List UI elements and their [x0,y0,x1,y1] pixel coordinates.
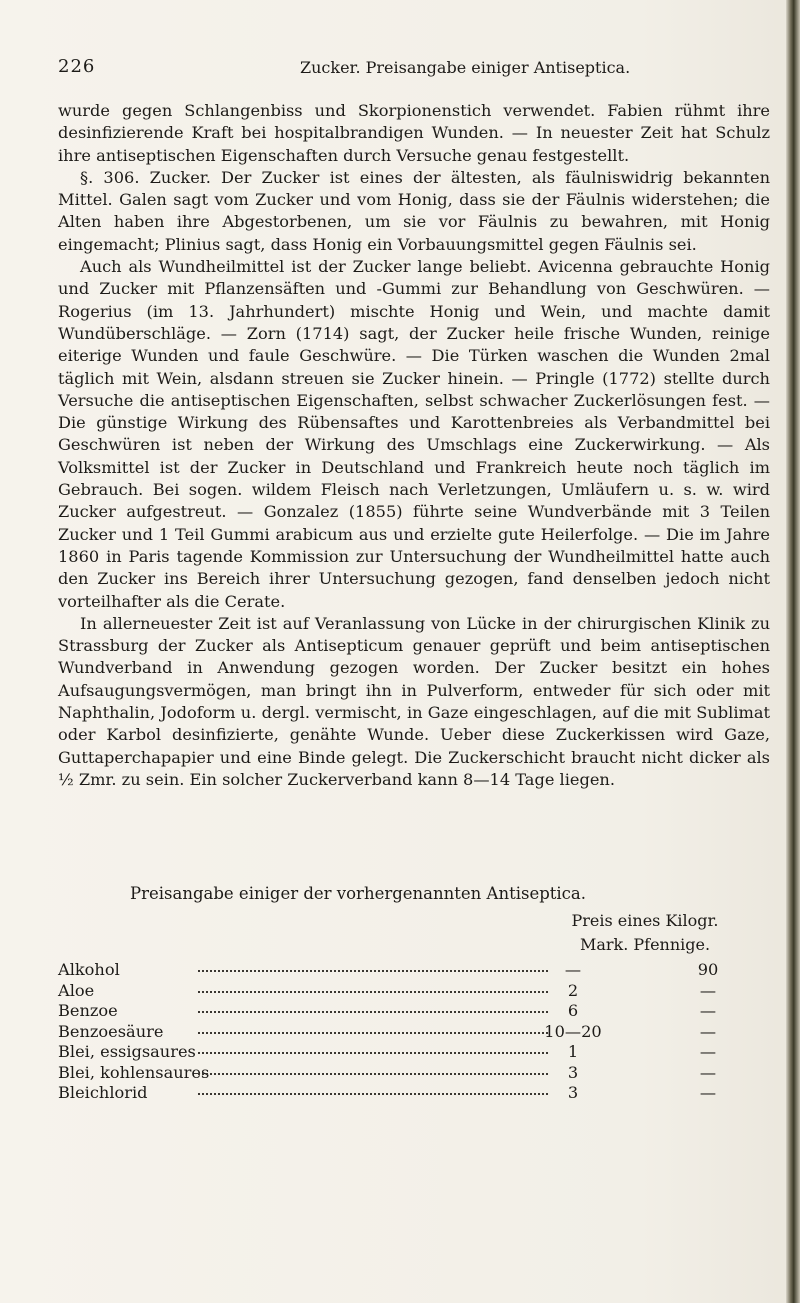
price-pfennige: — [699,980,717,1000]
price-mark: 3 [567,1083,579,1102]
paragraph: Auch als Wundheilmittel ist der Zucker lange beliebt. Avicenna gebrauchte Honig und Zucker mit Pflanzensäften und -Gummi zur Behandlung von Geschwüren. — Rogerius (im 13. Jahrhundert) mischte Honig und Wein, und machte damit Wundüberschläge. — Zorn (1714) sagt, der Zucker heile frische Wunden, reinige eiterige Wunden und faule Geschwüre. — Die Türken waschen die Wunden 2mal täglich mit Wein, alsdann streuen sie Zucker hinein. — Pringle (1772) stellte durch Versuche die antiseptischen Eigenschaften, selbst schwacher Zuckerlösungen fest. — Die günstige Wirkung des Rübensaftes und Karottenbreies als Verbandmittel bei Geschwüren ist neben der Wirkung des Umschlags eine Zuckerwirkung. — Als Volksmittel ist der Zucker in Deutschland und Frankreich heute noch täglich im Gebrauch. Bei sogen. wildem Fleisch nach Verletzungen, Umläufern u. s. w. wird Zucker aufgestreut. — Gonzalez (1855) führte seine Wundverbände mit 3 Teilen Zucker und 1 Teil Gummi arabicum aus und erzielte gute Heilerfolge. — Die im Jahre 1860 in Paris tagende Kommission zur Untersuchung der Wundheilmittel hatte auch den Zucker ins Bereich ihrer Untersuchung gezogen, fand denselben jedoch nicht vorteilhafter als die Cerate. [58,257,770,611]
dot-leader [198,970,548,972]
page-number: 226 [58,56,96,77]
dot-leader [198,1073,548,1075]
table-row [58,960,770,981]
dot-leader [198,1093,548,1095]
price-mark: 6 [567,1001,579,1020]
price-pfennige: 90 [697,960,719,979]
paragraph: wurde gegen Schlangenbiss und Skorpionenstich verwendet. Fabien rühmt ihre desinfizierende Kraft bei hospitalbrandigen Wunden. — In neuester Zeit hat Schulz ihre antiseptischen Eigenschaften durch Versuche genau festgestellt. [58,101,770,165]
page-edge [786,0,800,1303]
table-row [58,1001,770,1022]
substance-name: Alkohol [58,960,120,979]
price-column-header: Preis eines Kilogr. [571,911,719,930]
price-mark: 1 [567,1042,579,1061]
dot-leader [198,991,548,993]
dot-leader [198,1032,548,1034]
price-pfennige: — [699,1062,717,1082]
price-mark: — [564,960,582,979]
table-row [58,981,770,1002]
price-pfennige: — [699,1042,717,1061]
paragraph: In allerneuester Zeit ist auf Veranlassung von Lücke in der chirurgischen Klinik zu Strassburg der Zucker als Antisepticum genauer geprüft und beim antiseptischen Wundverband in Anwendung gezogen worden. Der Zucker besitzt ein hohes Aufsaugungsvermögen, man bringt ihn in Pulverform, entweder für sich oder mit Naphthalin, Jodoform u. dergl. vermischt, in Gaze eingeschlagen, auf die mit Sublimat oder Karbol desinfizierte, genähte Wunde. Ueber diese Zuckerkissen wird Gaze, Guttaperchapapier und eine Binde gelegt. Die Zuckerschicht braucht nicht dicker als ½ Zmr. zu sein. Ein solcher Zuckerverband kann 8—14 Tage liegen. [58,613,770,789]
price-mark: 10—20 [544,1021,602,1041]
substance-name: Blei, essigsaures [58,1042,196,1061]
price-table [58,960,770,1104]
substance-name: Aloe [58,980,95,1000]
substance-name: Benzoesäure [58,1021,164,1041]
price-mark: 2 [567,980,579,1000]
dot-leader [198,1052,548,1054]
price-pfennige: — [699,1021,717,1041]
substance-name: Blei, kohlensaures [58,1062,210,1082]
price-pfennige: — [699,1083,717,1102]
table-row [58,1022,770,1043]
dot-leader [198,1011,548,1013]
table-row [58,1063,770,1084]
paragraph: §. 306. Zucker. Der Zucker ist eines der ältesten, als fäulniswidrig bekannten Mittel. Galen sagt vom Zucker und vom Honig, dass sie der Fäulnis widerstehen; die Alten haben ihre Abgestorbenen, um sie vor Fäulnis zu bewahren, mit Honig eingemacht; Plinius sagt, dass Honig ein Vorbauungsmittel gegen Fäulnis sei. [58,167,770,254]
page-header [40,56,760,86]
table-title: Preisangabe einiger der vorhergenannten Antiseptica. [130,884,587,903]
table-row [58,1042,770,1063]
running-head: Zucker. Preisangabe einiger Antiseptica. [300,58,631,77]
substance-name: Bleichlorid [58,1083,148,1102]
price-mark: 3 [567,1062,579,1082]
body-text [58,100,770,791]
unit-column-header: Mark. Pfennige. [579,935,711,954]
table-row [58,1083,770,1104]
price-pfennige: — [699,1001,717,1020]
substance-name: Benzoe [58,1001,118,1020]
